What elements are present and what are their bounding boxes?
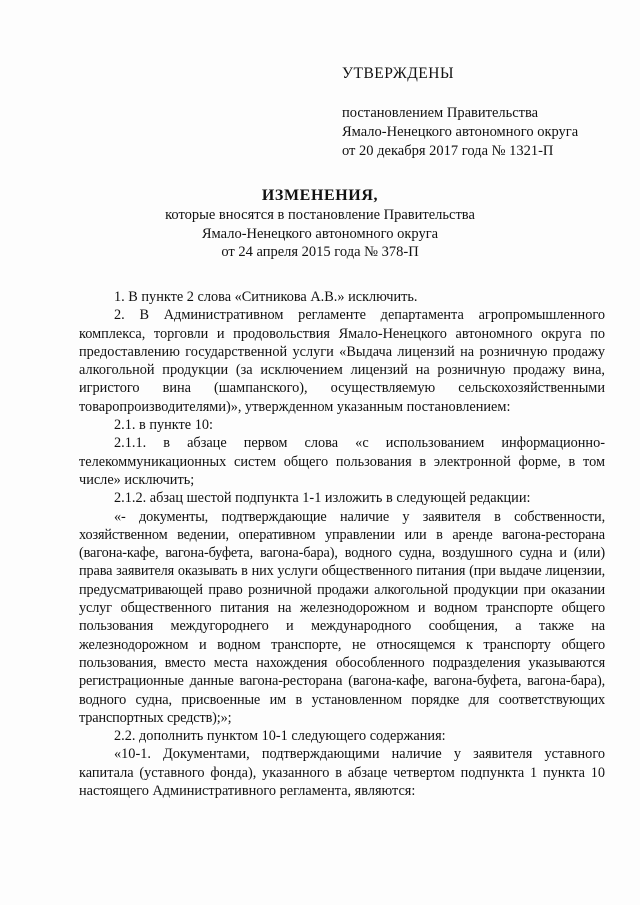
paragraph: 1. В пункте 2 слова «Ситникова А.В.» исключить. xyxy=(114,289,418,305)
paragraph: 2. В Административном регламенте департамента агропромышленного комплекса, торговли и продовольствия Ямало-Ненецкого автономного округа по предоставлению государственной услуги «Выдача лицензий на розничную продажу алкогольной продукции (за исключением лицензий на розничную продажу вина, игристого вина (шампанского), осуществляемую сельскохозяйственными товаропроизводителями)», утвержденном указанным постановлением: xyxy=(79,307,605,415)
paragraph: 2.2. дополнить пунктом 10-1 следующего содержания: xyxy=(114,728,446,745)
approval-block xyxy=(342,64,602,161)
document-body xyxy=(79,288,605,800)
document-heading xyxy=(60,186,580,262)
paragraph: 2.1. в пункте 10: xyxy=(114,417,213,434)
heading-line: Ямало-Ненецкого автономного округа xyxy=(201,225,439,242)
approval-line: Ямало-Ненецкого автономного округа xyxy=(342,124,579,140)
approval-title: УТВЕРЖДЕНЫ xyxy=(342,65,454,82)
heading-line: от 24 апреля 2015 года № 378-П xyxy=(221,244,419,260)
heading-line: которые вносятся в постановление Правительства xyxy=(165,207,475,223)
paragraph: «- документы, подтверждающие наличие у заявителя в собственности, хозяйственном ведении, оперативном управлении или в аренде вагона-ресторана (вагона-кафе, вагона-буфета, вагона-бара), водного судна, воздушного судна и (или) права заявителя оказывать в них услуги общественного питания (при выдаче лицензии, предусматривающей право розничной продажи алкогольной продукции при оказании услуг общественного питания на железнодорожном и водном транспорте общего пользования междугороднего и международного сообщения, а также на железнодорожном и водном транспорте, не относящемся к транспорту общего пользования, вместо места нахождения обособленного подразделения указываются регистрационные данные вагона-ресторана (вагона-кафе, вагона-буфета, вагона-бара), водного судна, присвоенные им в установленном порядке для соответствующих транспортных средств);»; xyxy=(79,508,605,726)
paragraph: «10-1. Документами, подтверждающими наличие у заявителя уставного капитала (уставного фонда), указанного в абзаце четвертом подпункта 1 пункта 10 настоящего Административного регламента, являются: xyxy=(79,746,605,800)
paragraph: 2.1.2. абзац шестой подпункта 1-1 изложить в следующей редакции: xyxy=(114,490,531,507)
paragraph: 2.1.1. в абзаце первом слова «с использованием информационно-телекоммуникационных систем общего пользования в электронной форме, в том числе» исключить; xyxy=(79,435,605,488)
heading-title: ИЗМЕНЕНИЯ, xyxy=(261,187,379,204)
approval-line: постановлением Правительства xyxy=(342,105,539,121)
approval-line: от 20 декабря 2017 года № 1321-П xyxy=(342,143,554,159)
